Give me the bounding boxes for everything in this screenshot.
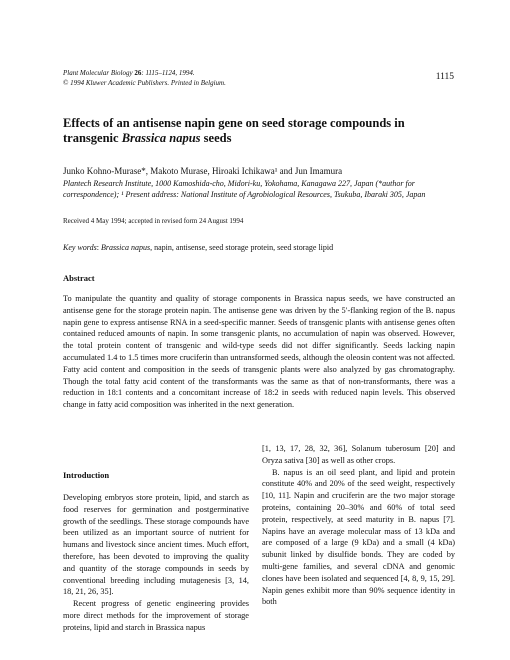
title-part2: seeds [200, 131, 232, 145]
intro-paragraph-4: B. napus is an oil seed plant, and lipid and protein constitute 40% and 20% of the seed weight, respectively [10, 11]. Napin and cruciferin are the two major storage proteins, containing 20–30% and 60% of total seed protein, respectively, at seed maturity in B. napus [7]. Napins have an average molecular mass of 13 kDa and are composed of a large (9 kDa) and a small (4 kDa) subunit linked by disulfide bonds. They are coded by multi-gene families, and several cDNA and genomic clones have been isolated and sequenced [4, 8, 9, 15, 29]. Napin genes exhibit more than 90% sequence identity in both [262, 467, 455, 607]
keywords: Key words: Brassica napus, napin, antisense, seed storage protein, seed storage lipid [63, 243, 334, 252]
abstract-heading: Abstract [63, 273, 95, 283]
journal-name: Plant Molecular Biology [63, 69, 133, 77]
journal-pages: : 1115–1124, 1994. [141, 69, 195, 77]
journal-header [63, 69, 226, 88]
page-number: 1115 [435, 72, 454, 82]
right-column [262, 443, 455, 608]
intro-paragraph-3: [1, 13, 17, 28, 32, 36], Solanum tuberosum [20] and Oryza sativa [30] as well as other crops. [262, 444, 455, 465]
journal-citation [63, 69, 226, 79]
title-part1: Effects of an antisense napin gene on seed storage compounds in transgenic [63, 116, 405, 145]
left-column [63, 492, 249, 634]
copyright-line: © 1994 Kluwer Academic Publishers. Printed in Belgium. [63, 78, 226, 87]
keywords-species: Brassica napus [100, 243, 151, 252]
intro-paragraph-2: Recent progress of genetic engineering provides more direct methods for the improvement of storage proteins, lipid and starch in Brassica napus [63, 599, 249, 632]
keywords-rest: , napin, antisense, seed storage protein, seed storage lipid [150, 243, 334, 252]
abstract-text: To manipulate the quantity and quality of storage components in Brassica napus seeds, we have constructed an antisense gene for the storage protein napin. The antisense gene was driven by the 5′-flanking region of the B. napus napin gene to express antisense RNA in a seed-specific manner. Seeds of transgenic plants with antisense genes often contained reduced amounts of napin. In some transgenic plants, no accumulation of napin was observed. However, the total protein content of transgenic and wild-type seeds did not differ significantly. Seeds lacking napin accumulated 1.4 to 1.5 times more cruciferin than untransformed seeds, although the oleosin content was not affected. Fatty acid content and composition in the seeds of transgenic plants were also analyzed by gas chromatography. Though the total fatty acid content of the transformants was the same as that of non-transformants, there was a reduction in 18:1 contents and a concomitant increase of 18:2 in seeds with reduced napin levels. This observed change in fatty acid composition was inherited in the next generation. [63, 294, 455, 410]
journal-volume: 26 [134, 69, 142, 77]
authors: Junko Kohno-Murase*, Makoto Murase, Hiroaki Ichikawa¹ and Jun Imamura [63, 166, 343, 176]
received-dates: Received 4 May 1994; accepted in revised form 24 August 1994 [63, 217, 244, 225]
title-species: Brassica napus [121, 131, 201, 145]
intro-paragraph-1: Developing embryos store protein, lipid, and starch as food reserves for germination and postgerminative growth of the seedlings. These storage compounds have been utilized as an important source of nutrient for humans and livestock since ancient times. Much effort, therefore, has been devoted to improving the quality and quantity of the storage compounds in seeds by conventional breeding including mutagenesis [3, 14, 18, 21, 26, 35]. [63, 493, 249, 597]
paper-title [63, 116, 453, 146]
keywords-label: Key words [63, 243, 97, 252]
affiliation: Plantech Research Institute, 1000 Kamoshida-cho, Midori-ku, Yokohama, Kanagawa 227, Japan (*author for correspondence); ¹ Present address: National Institute of Agrobiological Resources, Tsukuba, Ibaraki 305, Japan [63, 179, 426, 199]
introduction-heading: Introduction [63, 470, 110, 480]
